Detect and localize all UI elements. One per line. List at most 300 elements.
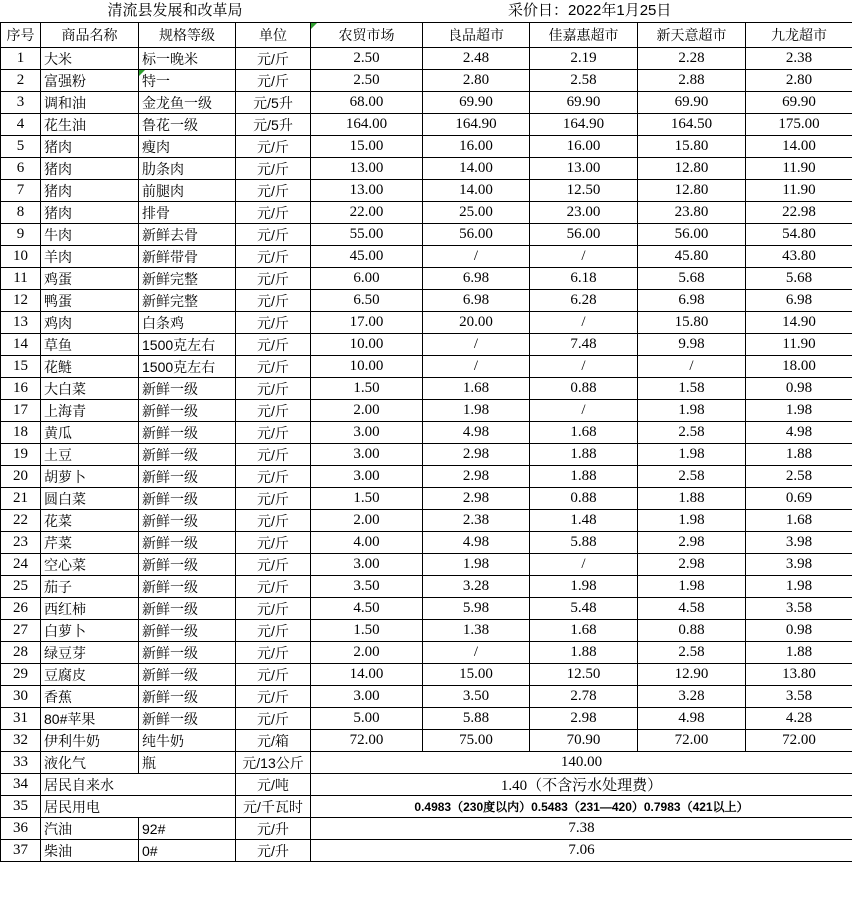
price-cell[interactable]: 1.68	[423, 378, 530, 400]
unit-cell[interactable]: 元/斤	[236, 598, 311, 620]
price-cell[interactable]: 69.90	[423, 92, 530, 114]
spec-grade-cell[interactable]: 纯牛奶	[139, 730, 236, 752]
spec-grade-cell[interactable]: 白条鸡	[139, 312, 236, 334]
unit-cell[interactable]: 元/斤	[236, 664, 311, 686]
product-name-cell[interactable]: 猪肉	[41, 202, 139, 224]
price-cell[interactable]: 164.90	[530, 114, 638, 136]
price-cell[interactable]: 2.98	[530, 708, 638, 730]
column-header[interactable]: 单位	[236, 23, 311, 48]
price-cell[interactable]: 15.80	[638, 136, 746, 158]
unit-cell[interactable]: 元/斤	[236, 576, 311, 598]
price-cell[interactable]: 1.98	[638, 510, 746, 532]
row-index-cell[interactable]: 9	[1, 224, 41, 246]
price-cell[interactable]: 3.98	[746, 554, 852, 576]
price-cell[interactable]: 5.48	[530, 598, 638, 620]
price-cell[interactable]: 3.00	[311, 554, 423, 576]
spec-grade-cell[interactable]: 新鲜去骨	[139, 224, 236, 246]
product-name-cell[interactable]: 猪肉	[41, 136, 139, 158]
price-cell[interactable]: 2.58	[638, 422, 746, 444]
spec-grade-cell[interactable]: 新鲜一级	[139, 554, 236, 576]
spec-grade-cell[interactable]: 新鲜一级	[139, 400, 236, 422]
price-cell[interactable]: 1.50	[311, 620, 423, 642]
price-cell[interactable]: 16.00	[423, 136, 530, 158]
row-index-cell[interactable]: 22	[1, 510, 41, 532]
price-cell[interactable]: 164.50	[638, 114, 746, 136]
price-cell[interactable]: 6.98	[638, 290, 746, 312]
row-index-cell[interactable]: 33	[1, 752, 41, 774]
price-cell[interactable]: /	[530, 400, 638, 422]
merged-price-cell[interactable]: 7.38	[311, 818, 852, 840]
unit-cell[interactable]: 元/斤	[236, 708, 311, 730]
row-index-cell[interactable]: 15	[1, 356, 41, 378]
price-cell[interactable]: 2.50	[311, 70, 423, 92]
price-cell[interactable]: 72.00	[746, 730, 852, 752]
unit-cell[interactable]: 元/斤	[236, 554, 311, 576]
spec-grade-cell[interactable]: 新鲜一级	[139, 708, 236, 730]
row-index-cell[interactable]: 6	[1, 158, 41, 180]
price-cell[interactable]: 15.80	[638, 312, 746, 334]
price-cell[interactable]: /	[423, 356, 530, 378]
product-name-cell[interactable]: 鸭蛋	[41, 290, 139, 312]
price-cell[interactable]: 2.78	[530, 686, 638, 708]
unit-cell[interactable]: 元/斤	[236, 378, 311, 400]
price-cell[interactable]: 9.98	[638, 334, 746, 356]
price-cell[interactable]: 2.80	[746, 70, 852, 92]
price-cell[interactable]: /	[423, 642, 530, 664]
spec-grade-cell[interactable]: 1500克左右	[139, 334, 236, 356]
product-name-cell[interactable]: 豆腐皮	[41, 664, 139, 686]
unit-cell[interactable]: 元/斤	[236, 686, 311, 708]
spec-grade-cell[interactable]: 标一晚米	[139, 48, 236, 70]
unit-cell[interactable]: 元/吨	[236, 774, 311, 796]
price-cell[interactable]: 5.88	[423, 708, 530, 730]
row-index-cell[interactable]: 32	[1, 730, 41, 752]
unit-cell[interactable]: 元/斤	[236, 158, 311, 180]
price-cell[interactable]: 1.50	[311, 488, 423, 510]
spec-grade-cell[interactable]: 新鲜完整	[139, 290, 236, 312]
unit-cell[interactable]: 元/斤	[236, 136, 311, 158]
price-cell[interactable]: 1.98	[746, 400, 852, 422]
price-cell[interactable]: 175.00	[746, 114, 852, 136]
price-cell[interactable]: 4.00	[311, 532, 423, 554]
column-header[interactable]: 佳嘉惠超市	[530, 23, 638, 48]
row-index-cell[interactable]: 12	[1, 290, 41, 312]
price-cell[interactable]: 3.50	[423, 686, 530, 708]
spec-grade-cell[interactable]: 新鲜一级	[139, 466, 236, 488]
unit-cell[interactable]: 元/斤	[236, 224, 311, 246]
spec-grade-cell[interactable]: 新鲜一级	[139, 598, 236, 620]
price-cell[interactable]: 6.18	[530, 268, 638, 290]
price-cell[interactable]: 56.00	[423, 224, 530, 246]
product-name-cell[interactable]: 居民自来水	[41, 774, 236, 796]
price-cell[interactable]: 14.00	[423, 158, 530, 180]
price-cell[interactable]: 4.98	[746, 422, 852, 444]
price-cell[interactable]: 2.80	[423, 70, 530, 92]
price-cell[interactable]: 2.50	[311, 48, 423, 70]
price-cell[interactable]: 3.28	[638, 686, 746, 708]
price-cell[interactable]: /	[530, 554, 638, 576]
row-index-cell[interactable]: 24	[1, 554, 41, 576]
merged-price-cell[interactable]: 0.4983（230度以内）0.5483（231—420）0.7983（421以上）	[311, 796, 852, 818]
price-cell[interactable]: 1.68	[530, 620, 638, 642]
price-cell[interactable]: 2.98	[423, 466, 530, 488]
column-header[interactable]: 规格等级	[139, 23, 236, 48]
column-header[interactable]: 新天意超市	[638, 23, 746, 48]
spec-grade-cell[interactable]: 特一	[139, 70, 236, 92]
price-cell[interactable]: 56.00	[530, 224, 638, 246]
spec-grade-cell[interactable]: 1500克左右	[139, 356, 236, 378]
price-cell[interactable]: 1.88	[746, 642, 852, 664]
spec-grade-cell[interactable]: 排骨	[139, 202, 236, 224]
price-cell[interactable]: 0.88	[530, 378, 638, 400]
merged-price-cell[interactable]: 7.06	[311, 840, 852, 862]
price-cell[interactable]: 16.00	[530, 136, 638, 158]
unit-cell[interactable]: 元/斤	[236, 334, 311, 356]
price-cell[interactable]: 3.98	[746, 532, 852, 554]
price-cell[interactable]: 3.00	[311, 466, 423, 488]
price-cell[interactable]: 6.98	[746, 290, 852, 312]
price-cell[interactable]: 7.48	[530, 334, 638, 356]
price-cell[interactable]: 1.98	[746, 576, 852, 598]
price-cell[interactable]: 69.90	[746, 92, 852, 114]
price-cell[interactable]: 4.28	[746, 708, 852, 730]
price-cell[interactable]: 4.98	[423, 532, 530, 554]
unit-cell[interactable]: 元/13公斤	[236, 752, 311, 774]
price-cell[interactable]: 6.98	[423, 268, 530, 290]
price-cell[interactable]: 2.00	[311, 510, 423, 532]
spec-grade-cell[interactable]: 瘦肉	[139, 136, 236, 158]
price-cell[interactable]: 45.80	[638, 246, 746, 268]
spec-grade-cell[interactable]: 新鲜一级	[139, 642, 236, 664]
row-index-cell[interactable]: 5	[1, 136, 41, 158]
price-cell[interactable]: 56.00	[638, 224, 746, 246]
price-cell[interactable]: 2.98	[638, 554, 746, 576]
price-cell[interactable]: 1.58	[638, 378, 746, 400]
price-cell[interactable]: 1.98	[638, 444, 746, 466]
row-index-cell[interactable]: 26	[1, 598, 41, 620]
row-index-cell[interactable]: 35	[1, 796, 41, 818]
row-index-cell[interactable]: 18	[1, 422, 41, 444]
price-cell[interactable]: 0.98	[746, 378, 852, 400]
price-cell[interactable]: 2.98	[423, 444, 530, 466]
spec-grade-cell[interactable]: 92#	[139, 818, 236, 840]
price-cell[interactable]: 1.98	[423, 554, 530, 576]
price-cell[interactable]: 2.98	[638, 532, 746, 554]
price-cell[interactable]: 1.98	[638, 576, 746, 598]
row-index-cell[interactable]: 3	[1, 92, 41, 114]
unit-cell[interactable]: 元/斤	[236, 48, 311, 70]
price-cell[interactable]: 3.50	[311, 576, 423, 598]
product-name-cell[interactable]: 茄子	[41, 576, 139, 598]
price-cell[interactable]: 2.00	[311, 642, 423, 664]
column-header[interactable]: 良品超市	[423, 23, 530, 48]
spec-grade-cell[interactable]: 新鲜一级	[139, 620, 236, 642]
row-index-cell[interactable]: 8	[1, 202, 41, 224]
product-name-cell[interactable]: 土豆	[41, 444, 139, 466]
spec-grade-cell[interactable]: 新鲜一级	[139, 444, 236, 466]
product-name-cell[interactable]: 柴油	[41, 840, 139, 862]
unit-cell[interactable]: 元/斤	[236, 422, 311, 444]
price-cell[interactable]: 13.80	[746, 664, 852, 686]
price-cell[interactable]: 43.80	[746, 246, 852, 268]
spec-grade-cell[interactable]: 新鲜一级	[139, 532, 236, 554]
price-cell[interactable]: 45.00	[311, 246, 423, 268]
price-cell[interactable]: 15.00	[423, 664, 530, 686]
row-index-cell[interactable]: 13	[1, 312, 41, 334]
unit-cell[interactable]: 元/斤	[236, 642, 311, 664]
unit-cell[interactable]: 元/升	[236, 840, 311, 862]
price-cell[interactable]: 1.88	[746, 444, 852, 466]
price-cell[interactable]: /	[423, 334, 530, 356]
price-cell[interactable]: 0.88	[530, 488, 638, 510]
product-name-cell[interactable]: 胡萝卜	[41, 466, 139, 488]
price-cell[interactable]: 1.88	[638, 488, 746, 510]
price-cell[interactable]: 2.88	[638, 70, 746, 92]
row-index-cell[interactable]: 2	[1, 70, 41, 92]
unit-cell[interactable]: 元/斤	[236, 268, 311, 290]
price-cell[interactable]: 15.00	[311, 136, 423, 158]
price-cell[interactable]: 75.00	[423, 730, 530, 752]
column-header[interactable]: 农贸市场	[311, 23, 423, 48]
unit-cell[interactable]: 元/斤	[236, 180, 311, 202]
spec-grade-cell[interactable]: 瓶	[139, 752, 236, 774]
unit-cell[interactable]: 元/箱	[236, 730, 311, 752]
price-cell[interactable]: 23.00	[530, 202, 638, 224]
price-cell[interactable]: 3.58	[746, 598, 852, 620]
price-cell[interactable]: 0.98	[746, 620, 852, 642]
product-name-cell[interactable]: 液化气	[41, 752, 139, 774]
price-cell[interactable]: 54.80	[746, 224, 852, 246]
price-cell[interactable]: 0.88	[638, 620, 746, 642]
row-index-cell[interactable]: 17	[1, 400, 41, 422]
price-cell[interactable]: 12.80	[638, 158, 746, 180]
price-cell[interactable]: 14.00	[746, 136, 852, 158]
price-cell[interactable]: 1.68	[530, 422, 638, 444]
price-cell[interactable]: 12.80	[638, 180, 746, 202]
spec-grade-cell[interactable]: 新鲜一级	[139, 664, 236, 686]
unit-cell[interactable]: 元/5升	[236, 92, 311, 114]
price-cell[interactable]: 1.88	[530, 642, 638, 664]
row-index-cell[interactable]: 28	[1, 642, 41, 664]
price-cell[interactable]: 2.19	[530, 48, 638, 70]
product-name-cell[interactable]: 花生油	[41, 114, 139, 136]
row-index-cell[interactable]: 16	[1, 378, 41, 400]
row-index-cell[interactable]: 11	[1, 268, 41, 290]
unit-cell[interactable]: 元/斤	[236, 466, 311, 488]
spec-grade-cell[interactable]: 新鲜一级	[139, 576, 236, 598]
price-cell[interactable]: 3.58	[746, 686, 852, 708]
product-name-cell[interactable]: 上海青	[41, 400, 139, 422]
unit-cell[interactable]: 元/斤	[236, 488, 311, 510]
unit-cell[interactable]: 元/斤	[236, 70, 311, 92]
price-cell[interactable]: 5.68	[746, 268, 852, 290]
column-header[interactable]: 商品名称	[41, 23, 139, 48]
price-cell[interactable]: 6.50	[311, 290, 423, 312]
product-name-cell[interactable]: 羊肉	[41, 246, 139, 268]
price-cell[interactable]: 69.90	[530, 92, 638, 114]
price-cell[interactable]: /	[530, 312, 638, 334]
unit-cell[interactable]: 元/斤	[236, 400, 311, 422]
price-cell[interactable]: 1.88	[530, 466, 638, 488]
row-index-cell[interactable]: 19	[1, 444, 41, 466]
spec-grade-cell[interactable]: 新鲜一级	[139, 422, 236, 444]
price-cell[interactable]: 69.90	[638, 92, 746, 114]
price-cell[interactable]: /	[530, 246, 638, 268]
price-cell[interactable]: 164.90	[423, 114, 530, 136]
row-index-cell[interactable]: 23	[1, 532, 41, 554]
price-cell[interactable]: 20.00	[423, 312, 530, 334]
row-index-cell[interactable]: 21	[1, 488, 41, 510]
price-cell[interactable]: 11.90	[746, 158, 852, 180]
column-header[interactable]: 序号	[1, 23, 41, 48]
unit-cell[interactable]: 元/千瓦时	[236, 796, 311, 818]
price-cell[interactable]: 3.00	[311, 422, 423, 444]
price-cell[interactable]: 5.00	[311, 708, 423, 730]
price-cell[interactable]: 0.69	[746, 488, 852, 510]
price-cell[interactable]: 1.98	[638, 400, 746, 422]
spec-grade-cell[interactable]: 0#	[139, 840, 236, 862]
row-index-cell[interactable]: 27	[1, 620, 41, 642]
price-cell[interactable]: /	[530, 356, 638, 378]
product-name-cell[interactable]: 80#苹果	[41, 708, 139, 730]
unit-cell[interactable]: 元/斤	[236, 620, 311, 642]
row-index-cell[interactable]: 20	[1, 466, 41, 488]
price-cell[interactable]: 4.98	[423, 422, 530, 444]
spec-grade-cell[interactable]: 前腿肉	[139, 180, 236, 202]
product-name-cell[interactable]: 富强粉	[41, 70, 139, 92]
price-cell[interactable]: 2.58	[746, 466, 852, 488]
unit-cell[interactable]: 元/斤	[236, 444, 311, 466]
price-cell[interactable]: 6.00	[311, 268, 423, 290]
price-cell[interactable]: 2.38	[746, 48, 852, 70]
price-cell[interactable]: 1.68	[746, 510, 852, 532]
row-index-cell[interactable]: 1	[1, 48, 41, 70]
merged-price-cell[interactable]: 1.40（不含污水处理费）	[311, 774, 852, 796]
merged-price-cell[interactable]: 140.00	[311, 752, 852, 774]
price-cell[interactable]: 22.00	[311, 202, 423, 224]
spec-grade-cell[interactable]: 新鲜一级	[139, 488, 236, 510]
price-cell[interactable]: 55.00	[311, 224, 423, 246]
price-cell[interactable]: 1.48	[530, 510, 638, 532]
product-name-cell[interactable]: 花菜	[41, 510, 139, 532]
price-cell[interactable]: /	[423, 246, 530, 268]
price-cell[interactable]: 70.90	[530, 730, 638, 752]
row-index-cell[interactable]: 36	[1, 818, 41, 840]
product-name-cell[interactable]: 汽油	[41, 818, 139, 840]
price-cell[interactable]: 4.50	[311, 598, 423, 620]
price-cell[interactable]: 1.98	[530, 576, 638, 598]
price-cell[interactable]: 68.00	[311, 92, 423, 114]
product-name-cell[interactable]: 调和油	[41, 92, 139, 114]
price-cell[interactable]: 2.58	[638, 642, 746, 664]
product-name-cell[interactable]: 芹菜	[41, 532, 139, 554]
price-cell[interactable]: 72.00	[311, 730, 423, 752]
unit-cell[interactable]: 元/升	[236, 818, 311, 840]
spec-grade-cell[interactable]: 新鲜一级	[139, 378, 236, 400]
price-cell[interactable]: 6.28	[530, 290, 638, 312]
row-index-cell[interactable]: 25	[1, 576, 41, 598]
price-cell[interactable]: 164.00	[311, 114, 423, 136]
price-cell[interactable]: 2.28	[638, 48, 746, 70]
price-cell[interactable]: 4.58	[638, 598, 746, 620]
price-cell[interactable]: 5.98	[423, 598, 530, 620]
price-cell[interactable]: 72.00	[638, 730, 746, 752]
unit-cell[interactable]: 元/斤	[236, 356, 311, 378]
price-cell[interactable]: 17.00	[311, 312, 423, 334]
row-index-cell[interactable]: 10	[1, 246, 41, 268]
price-cell[interactable]: 14.90	[746, 312, 852, 334]
price-cell[interactable]: 2.58	[638, 466, 746, 488]
row-index-cell[interactable]: 14	[1, 334, 41, 356]
unit-cell[interactable]: 元/斤	[236, 312, 311, 334]
price-cell[interactable]: 12.90	[638, 664, 746, 686]
product-name-cell[interactable]: 猪肉	[41, 180, 139, 202]
price-cell[interactable]: 14.00	[311, 664, 423, 686]
product-name-cell[interactable]: 伊利牛奶	[41, 730, 139, 752]
spec-grade-cell[interactable]: 鲁花一级	[139, 114, 236, 136]
row-index-cell[interactable]: 29	[1, 664, 41, 686]
row-index-cell[interactable]: 30	[1, 686, 41, 708]
price-cell[interactable]: 12.50	[530, 664, 638, 686]
price-cell[interactable]: 5.68	[638, 268, 746, 290]
spec-grade-cell[interactable]: 新鲜一级	[139, 510, 236, 532]
spec-grade-cell[interactable]: 肋条肉	[139, 158, 236, 180]
unit-cell[interactable]: 元/斤	[236, 290, 311, 312]
product-name-cell[interactable]: 空心菜	[41, 554, 139, 576]
price-cell[interactable]: 11.90	[746, 334, 852, 356]
product-name-cell[interactable]: 西红柿	[41, 598, 139, 620]
product-name-cell[interactable]: 香蕉	[41, 686, 139, 708]
price-cell[interactable]: 10.00	[311, 334, 423, 356]
price-cell[interactable]: 1.88	[530, 444, 638, 466]
product-name-cell[interactable]: 圆白菜	[41, 488, 139, 510]
spec-grade-cell[interactable]: 新鲜完整	[139, 268, 236, 290]
price-cell[interactable]: 3.00	[311, 686, 423, 708]
price-cell[interactable]: 2.58	[530, 70, 638, 92]
price-cell[interactable]: 5.88	[530, 532, 638, 554]
product-name-cell[interactable]: 草鱼	[41, 334, 139, 356]
row-index-cell[interactable]: 4	[1, 114, 41, 136]
spec-grade-cell[interactable]: 新鲜一级	[139, 686, 236, 708]
product-name-cell[interactable]: 大米	[41, 48, 139, 70]
price-cell[interactable]: 10.00	[311, 356, 423, 378]
price-cell[interactable]: 2.48	[423, 48, 530, 70]
column-header[interactable]: 九龙超市	[746, 23, 852, 48]
spec-grade-cell[interactable]: 新鲜带骨	[139, 246, 236, 268]
unit-cell[interactable]: 元/斤	[236, 510, 311, 532]
unit-cell[interactable]: 元/斤	[236, 532, 311, 554]
price-cell[interactable]: 2.00	[311, 400, 423, 422]
price-cell[interactable]: 13.00	[530, 158, 638, 180]
price-cell[interactable]: 12.50	[530, 180, 638, 202]
product-name-cell[interactable]: 大白菜	[41, 378, 139, 400]
unit-cell[interactable]: 元/斤	[236, 246, 311, 268]
price-cell[interactable]: 18.00	[746, 356, 852, 378]
product-name-cell[interactable]: 居民用电	[41, 796, 236, 818]
row-index-cell[interactable]: 37	[1, 840, 41, 862]
unit-cell[interactable]: 元/斤	[236, 202, 311, 224]
price-cell[interactable]: 13.00	[311, 180, 423, 202]
price-cell[interactable]: 3.00	[311, 444, 423, 466]
row-index-cell[interactable]: 7	[1, 180, 41, 202]
product-name-cell[interactable]: 牛肉	[41, 224, 139, 246]
price-cell[interactable]: 6.98	[423, 290, 530, 312]
price-cell[interactable]: 11.90	[746, 180, 852, 202]
price-cell[interactable]: /	[638, 356, 746, 378]
price-cell[interactable]: 25.00	[423, 202, 530, 224]
price-cell[interactable]: 1.38	[423, 620, 530, 642]
price-cell[interactable]: 13.00	[311, 158, 423, 180]
